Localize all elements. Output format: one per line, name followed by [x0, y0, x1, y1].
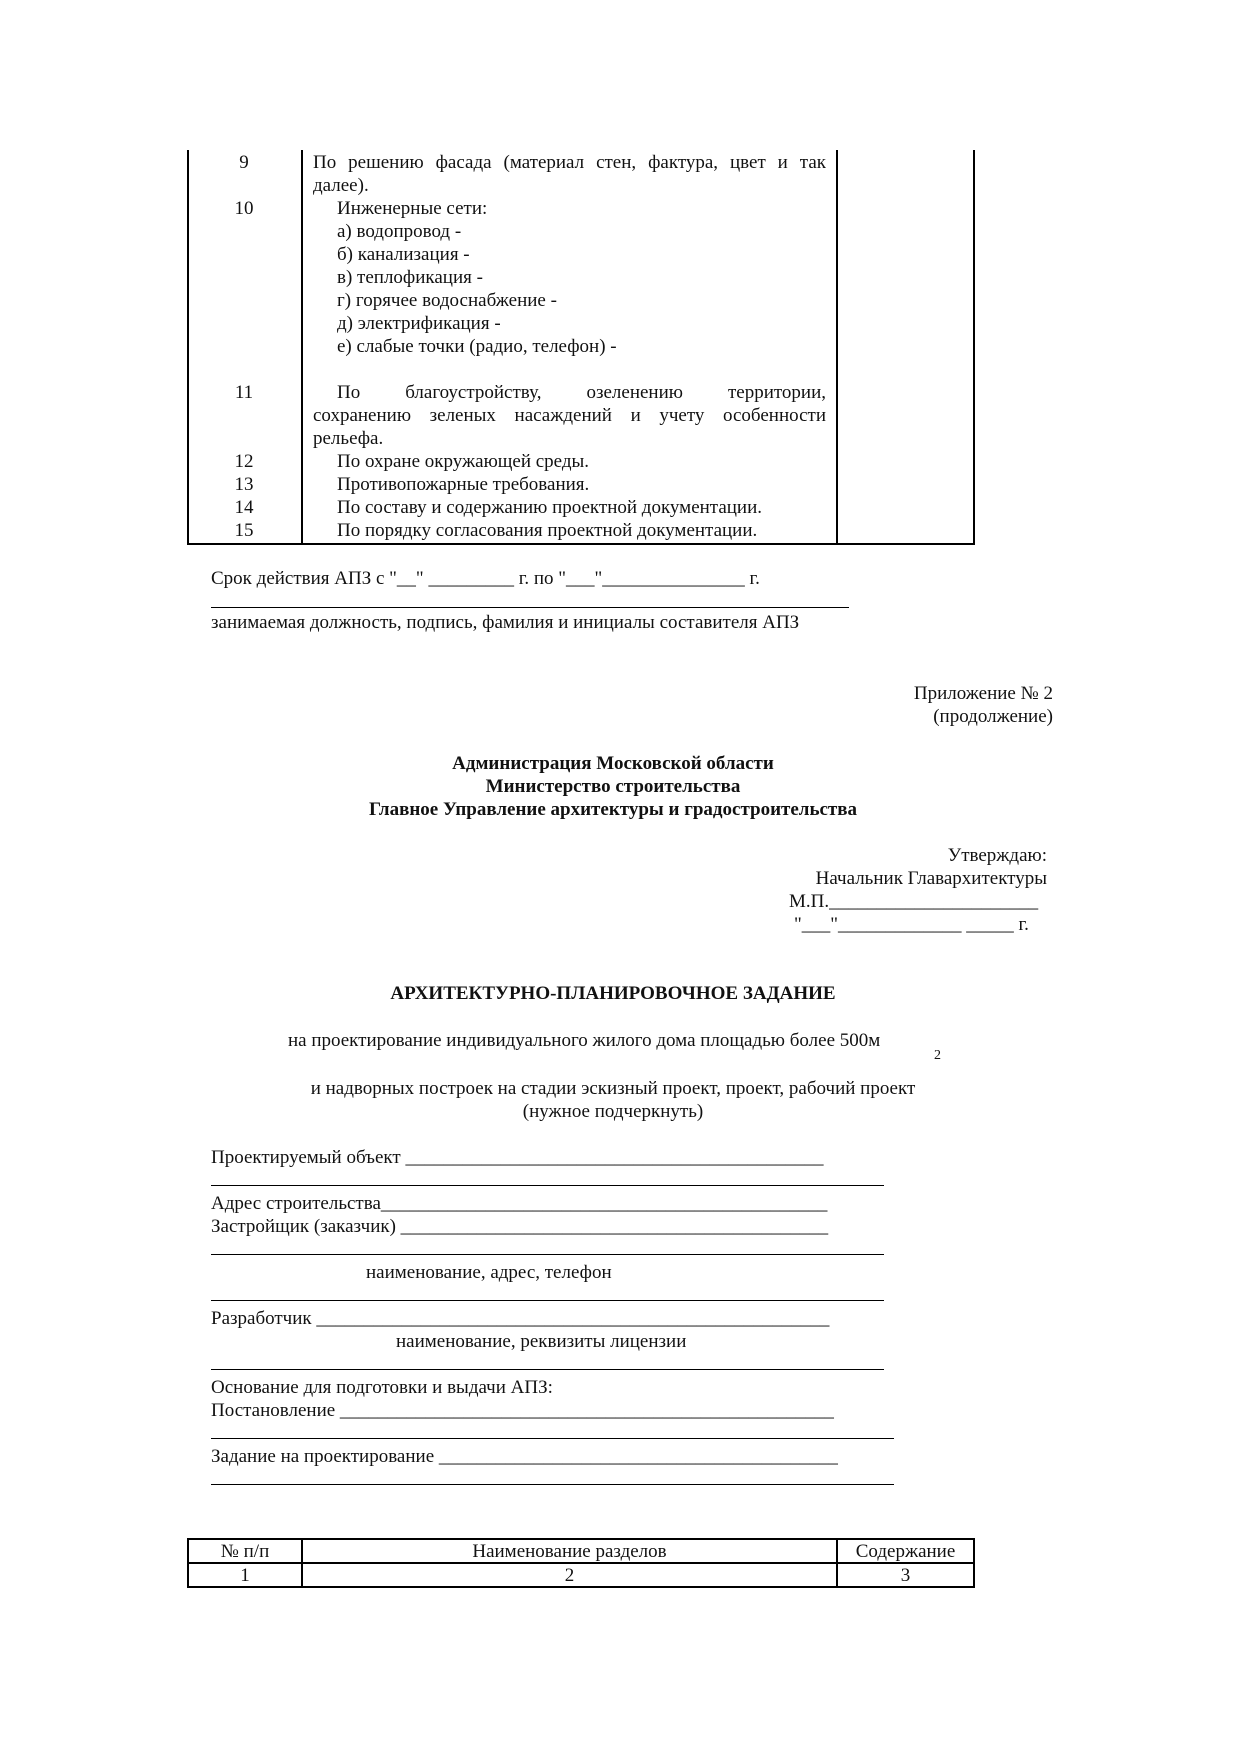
field-developer: Разработчик ______________________________________________________: [211, 1308, 830, 1329]
row-text: далее).: [313, 175, 369, 196]
field-design-task: Задание на проектирование __________________________________________: [211, 1446, 838, 1467]
row-text: в) теплофикация -: [337, 267, 483, 288]
row-number: 11: [234, 382, 254, 403]
row-number: 13: [234, 474, 254, 495]
row-text: е) слабые точки (радио, телефон) -: [337, 336, 617, 357]
appendix-subtitle: (продолжение): [933, 706, 1053, 727]
table-cell: 3: [900, 1565, 911, 1586]
validity-caption: занимаемая должность, подпись, фамилия и инициалы составителя АПЗ: [211, 612, 800, 633]
row-text: б) канализация -: [337, 244, 470, 265]
table-border-right: [973, 150, 975, 545]
row-text: сохранению зеленых насаждений и учету особенности: [313, 405, 826, 426]
field-underline: [211, 1300, 884, 1301]
approval-approve: Утверждаю:: [947, 845, 1047, 866]
row-text: По охране окружающей среды.: [337, 451, 590, 472]
document-subtitle: [288, 1029, 880, 1052]
table-border-col1: [301, 150, 303, 545]
header-department: Главное Управление архитектуры и градостроительства: [368, 799, 858, 820]
table-border-right: [973, 1538, 975, 1588]
field-resolution: Постановление ____________________________________________________: [211, 1400, 834, 1421]
header-administration: Администрация Московской области: [452, 753, 774, 774]
document-subtitle-stages: и надворных построек на стадии эскизный проект, проект, рабочий проект: [310, 1078, 916, 1099]
row-text: рельефа.: [313, 428, 384, 449]
table-cell: 2: [564, 1565, 575, 1586]
row-number: 9: [239, 152, 249, 173]
row-number: 15: [234, 520, 254, 541]
row-number: 12: [234, 451, 254, 472]
approval-chief: Начальник Главархитектуры: [815, 868, 1047, 889]
document-title: АРХИТЕКТУРНО-ПЛАНИРОВОЧНОЕ ЗАДАНИЕ: [390, 983, 836, 1004]
approval-mp: М.П.______________________: [789, 891, 1039, 912]
table-border-col2: [836, 150, 838, 545]
approval-date: "___"_____________ _____ г.: [794, 914, 1029, 935]
header-ministry: Министерство строительства: [485, 776, 741, 797]
row-text: г) горячее водоснабжение -: [337, 290, 557, 311]
field-caption-license: наименование, реквизиты лицензии: [396, 1331, 687, 1352]
field-underline: [211, 1185, 884, 1186]
row-text: д) электрификация -: [337, 313, 501, 334]
table-border-bottom: [187, 543, 975, 545]
field-underline: [211, 1369, 884, 1370]
field-underline: [211, 1438, 894, 1439]
field-object: Проектируемый объект ____________________________________________: [211, 1147, 824, 1168]
field-address: Адрес строительства_______________________________________________: [211, 1193, 828, 1214]
row-text: По порядку согласования проектной документации.: [337, 520, 758, 541]
table-cell: 1: [240, 1565, 250, 1586]
row-number: 14: [234, 497, 254, 518]
field-developer-client: Застройщик (заказчик) _____________________________________________: [211, 1216, 829, 1237]
document-subtitle-text: на проектирование индивидуального жилого дома площадью более 500м: [288, 1030, 881, 1051]
table-header-sections: Наименование разделов: [472, 1541, 667, 1562]
field-underline: [211, 1484, 894, 1485]
document-subtitle-note: (нужное подчеркнуть): [522, 1101, 704, 1122]
field-underline: [211, 1254, 884, 1255]
row-text: По благоустройству, озеленению территории,: [337, 382, 826, 403]
row-text: По составу и содержанию проектной документации.: [337, 497, 763, 518]
field-caption-name-address: наименование, адрес, телефон: [366, 1262, 612, 1283]
table-header-content: Содержание: [855, 1541, 956, 1562]
row-text: а) водопровод -: [337, 221, 462, 242]
row-text: По решению фасада (материал стен, фактура, цвет и так: [313, 152, 826, 173]
row-text: Инженерные сети:: [337, 198, 488, 219]
signature-underline: [211, 607, 849, 608]
table-header-number: № п/п: [220, 1541, 270, 1562]
row-number: 10: [234, 198, 254, 219]
field-basis: Основание для подготовки и выдачи АПЗ:: [211, 1377, 553, 1398]
validity-line: Срок действия АПЗ с "__" _________ г. по "___"_______________ г.: [211, 568, 760, 589]
area-unit-superscript: 2: [934, 1048, 941, 1063]
appendix-title: Приложение № 2: [913, 683, 1053, 704]
row-text: Противопожарные требования.: [337, 474, 590, 495]
